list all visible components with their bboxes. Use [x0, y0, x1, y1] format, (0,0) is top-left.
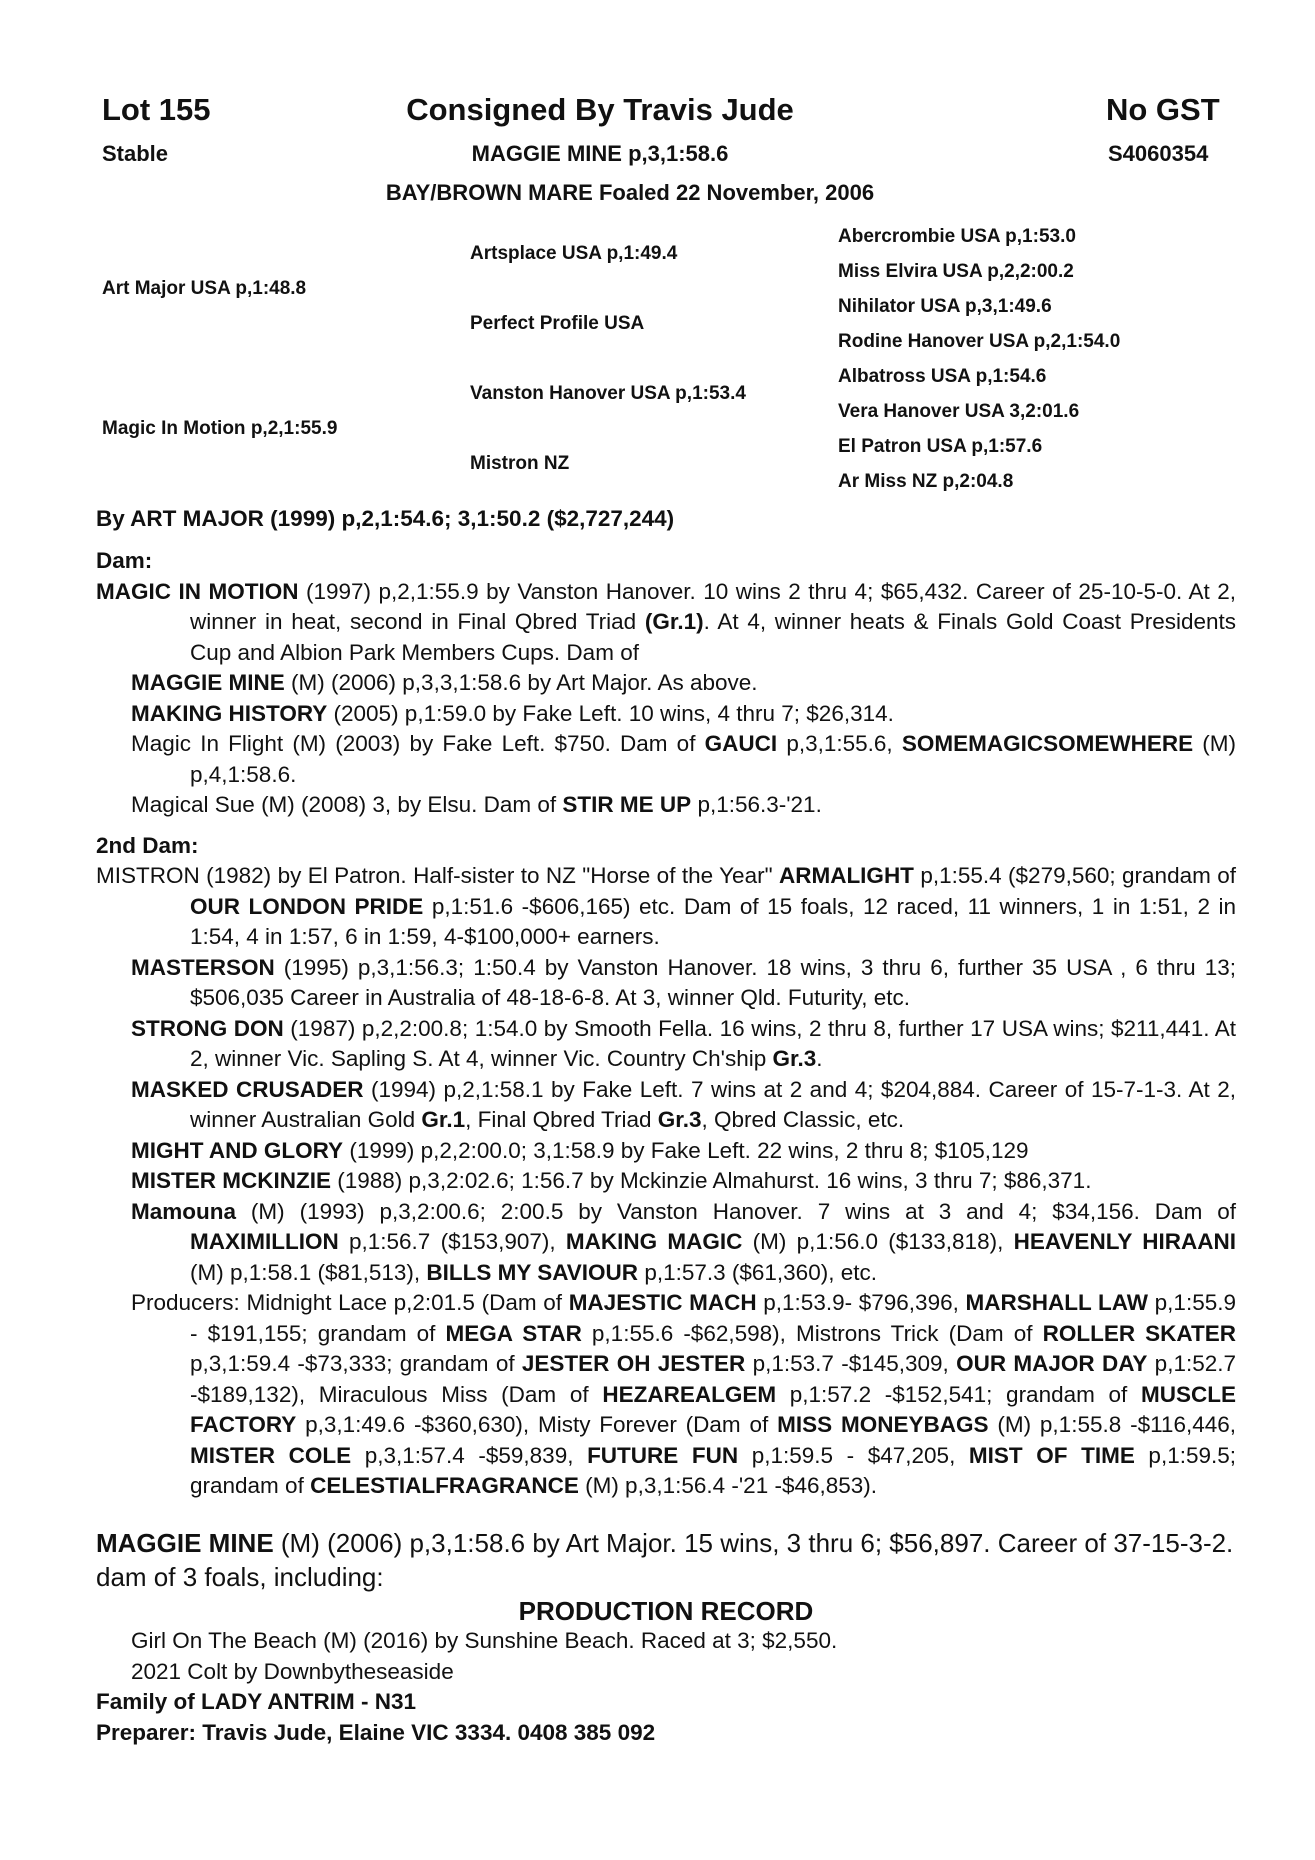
family-line: Family of LADY ANTRIM - N31 [96, 1689, 417, 1714]
dam-name: MAGIC IN MOTION [96, 578, 299, 604]
pedigree-dam-sire: Vanston Hanover USA p,1:53.4 [470, 383, 746, 404]
offspring-entry: MAKING HISTORY (2005) p,1:59.0 by Fake Left. 10 wins, 4 thru 7; $26,314. [131, 700, 894, 726]
offspring-entry: MIGHT AND GLORY (1999) p,2,2:00.0; 3,1:58.9 by Fake Left. 22 wins, 2 thru 8; $105,129 [131, 1137, 1029, 1163]
stable-label: Stable [102, 141, 169, 166]
pedigree-g2: Miss Elvira USA p,2,2:00.2 [838, 261, 1074, 282]
pedigree-dam: Magic In Motion p,2,1:55.9 [102, 418, 338, 439]
pedigree-dam-dam: Mistron NZ [470, 453, 570, 474]
production-entry: Girl On The Beach (M) (2016) by Sunshine Beach. Raced at 3; $2,550. [131, 1628, 838, 1653]
gst-status: No GST [1106, 92, 1220, 127]
offspring-entry: MISTER MCKINZIE (1988) p,3,2:02.6; 1:56.7 by Mckinzie Almahurst. 16 wins, 3 thru 7; $86,371. [131, 1168, 1092, 1193]
pedigree-g8: Ar Miss NZ p,2:04.8 [838, 471, 1014, 492]
pedigree-sire: Art Major USA p,1:48.8 [102, 278, 307, 299]
horse-description: BAY/BROWN MARE Foaled 22 November, 2006 [385, 180, 875, 205]
producers-entry: Producers: Midnight Lace p,2:01.5 (Dam of MAJESTIC MACH p,1:53.9- $796,396, MARSHALL LAW p,1:55.9 - $191,155; grandam of MEGA STAR p,1:55.6 -$62,598), Mistrons Trick (Dam of ROLLER SKATER p,3,1:59.4 -$73,333; grandam of JESTER OH JESTER p,1:53.7 -$145,309, OUR MAJOR DAY p,1:52.7 -$189,132), Miraculous Miss (Dam of HEZAREALGEM p,1:57.2 -$152,541; grandam of MUSCLE FACTORY p,3,1:49.6 -$360,630), Misty Forever (Dam of MISS MONEYBAGS (M) p,1:55.8 -$116,446, MISTER COLE p,3,1:57.4 -$59,839, FUTURE FUN p,1:59.5 - $47,205, MIST OF TIME p,1:59.5; grandam of CELESTIALFRAGRANCE (M) p,3,1:56.4 -'21 -$46,853). [131, 1290, 1237, 1498]
second-dam-description: MISTRON (1982) by El Patron. Half-sister to NZ "Horse of the Year" ARMALIGHT p,1:55.4 ($279,560; grandam of OUR LONDON PRIDE p,1:51.6 -$606,165) etc. Dam of 15 foals, 12 raced, 11 winners, 1 in 1:51, 2 in 1:54, 4 in 1:57, 6 in 1:59, 4-$100,000+ earners. [96, 863, 1236, 949]
pedigree-g4: Rodine Hanover USA p,2,1:54.0 [838, 331, 1121, 352]
pedigree-g1: Abercrombie USA p,1:53.0 [838, 226, 1076, 247]
pedigree-g5: Albatross USA p,1:54.6 [838, 366, 1047, 387]
offspring-entry: MASTERSON (1995) p,3,1:56.3; 1:50.4 by Vanston Hanover. 18 wins, 3 thru 6, further 35 USA , 6 thru 13; $506,035 Career in Australia of 48-18-6-8. At 3, winner Qld. Futurity, etc. [131, 954, 1236, 1010]
horse-name: MAGGIE MINE p,3,1:58.6 [471, 141, 729, 166]
offspring-entry: Mamouna (M) (1993) p,3,2:00.6; 2:00.5 by Vanston Hanover. 7 wins at 3 and 4; $34,156. Dam of MAXIMILLION p,1:56.7 ($153,907), MAKING MAGIC (M) p,1:56.0 ($133,818), HEAVENLY HIRAANI (M) p,1:58.1 ($81,513), BILLS MY SAVIOUR p,1:57.3 ($61,360), etc. [131, 1198, 1236, 1285]
dam-description: MAGIC IN MOTION (1997) p,2,1:55.9 by Vanston Hanover. 10 wins 2 thru 4; $65,432. Career of 25-10-5-0. At 2, winner in heat, second in Final Qbred Triad (Gr.1). At 4, winner heats & Finals Gold Coast Presidents Cup and Albion Park Members Cups. Dam of [96, 578, 1236, 665]
lot-number: Lot 155 [102, 92, 211, 127]
pedigree-sire-dam: Perfect Profile USA [470, 313, 645, 334]
offspring-entry: MASKED CRUSADER (1994) p,2,1:58.1 by Fake Left. 7 wins at 2 and 4; $204,884. Career of 15-7-1-3. At 2, winner Australian Gold Gr.1, Final Qbred Triad Gr.3, Qbred Classic, etc. [131, 1076, 1236, 1132]
production-record-title: PRODUCTION RECORD [518, 1595, 814, 1626]
second-dam-label: 2nd Dam: [96, 832, 199, 858]
pedigree-g6: Vera Hanover USA 3,2:01.6 [838, 401, 1080, 422]
dam-label: Dam: [96, 548, 153, 573]
offspring-entry: Magic In Flight (M) (2003) by Fake Left. $750. Dam of GAUCI p,3,1:55.6, SOMEMAGICSOMEWHERE (M) p,4,1:58.6. [131, 731, 1236, 787]
pedigree-sire-sire: Artsplace USA p,1:49.4 [470, 243, 678, 264]
offspring-entry: STRONG DON (1987) p,2,2:00.8; 1:54.0 by Smooth Fella. 16 wins, 2 thru 8, further 17 USA wins; $211,441. At 2, winner Vic. Sapling S. At 4, winner Vic. Country Ch'ship Gr.3. [131, 1015, 1236, 1071]
offspring-entry: Magical Sue (M) (2008) 3, by Elsu. Dam of STIR ME UP p,1:56.3-'21. [131, 792, 822, 817]
pedigree-g7: El Patron USA p,1:57.6 [838, 436, 1043, 457]
horse-summary: MAGGIE MINE (M) (2006) p,3,1:58.6 by Art Major. 15 wins, 3 thru 6; $56,897. Career of 37-15-3-2. dam of 3 foals, including: [96, 1527, 1234, 1592]
consignor: Consigned By Travis Jude [406, 92, 794, 127]
pedigree-g3: Nihilator USA p,3,1:49.6 [838, 296, 1052, 317]
production-entry: 2021 Colt by Downbytheseaside [131, 1658, 454, 1684]
preparer-line: Preparer: Travis Jude, Elaine VIC 3334. 0408 385 092 [96, 1719, 656, 1745]
horse-code: S4060354 [1108, 141, 1209, 166]
offspring-entry: MAGGIE MINE (M) (2006) p,3,3,1:58.6 by Art Major. As above. [131, 670, 758, 695]
catalogue-body [96, 546, 1236, 1748]
sire-line: By ART MAJOR (1999) p,2,1:54.6; 3,1:50.2 ($2,727,244) [96, 506, 675, 531]
